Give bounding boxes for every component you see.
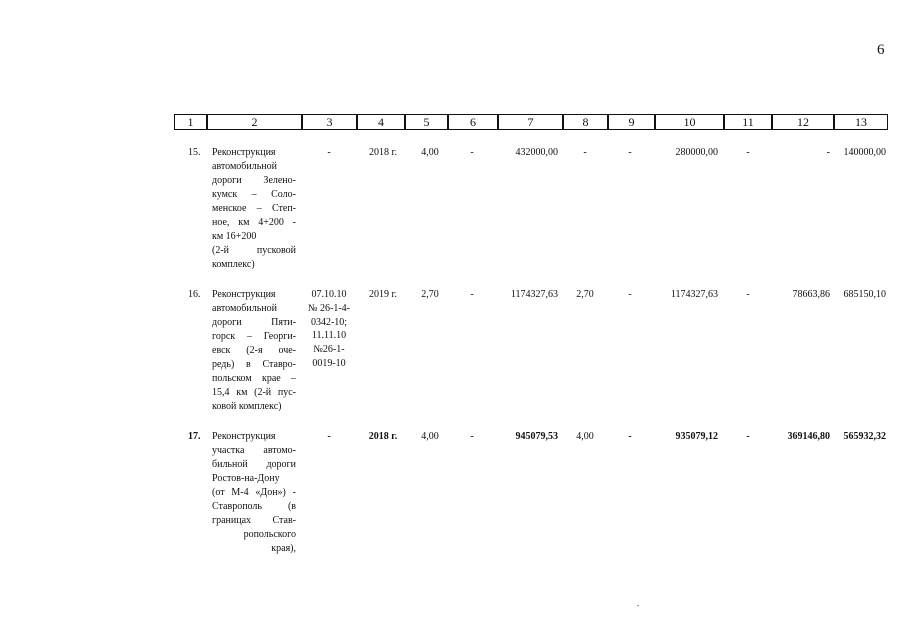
object-name bbox=[212, 146, 296, 272]
name-line: автомобильной bbox=[212, 303, 277, 314]
name-line: ковой комплекс) bbox=[212, 401, 282, 412]
col6-cell: - bbox=[470, 431, 474, 442]
row-number: 17. bbox=[188, 431, 201, 442]
permit-info bbox=[300, 430, 358, 444]
scan-speck bbox=[637, 605, 639, 606]
name-line: горск – Георги- bbox=[212, 331, 296, 342]
cost-cell: 945079,53 bbox=[515, 431, 558, 442]
name-line: дороги Зелено- bbox=[212, 175, 296, 186]
name-line: Ставрополь (в bbox=[212, 501, 296, 512]
row-number: 16. bbox=[188, 289, 201, 300]
object-name bbox=[212, 430, 296, 556]
col12-cell: 78663,86 bbox=[792, 289, 830, 300]
col12-cell: - bbox=[826, 147, 830, 158]
page-number: 6 bbox=[877, 42, 885, 58]
col8-cell: 2,70 bbox=[576, 289, 594, 300]
header-cell-11: 11 bbox=[724, 114, 772, 130]
row-number: 15. bbox=[188, 147, 201, 158]
length-cell: 4,00 bbox=[421, 431, 439, 442]
permit-line: №26-1- bbox=[313, 344, 345, 356]
col9-cell: - bbox=[628, 147, 632, 158]
year-cell: 2018 г. bbox=[368, 431, 398, 442]
year-cell: 2019 г. bbox=[369, 289, 397, 300]
length-cell: 4,00 bbox=[421, 147, 439, 158]
header-cell-3: 3 bbox=[302, 114, 357, 130]
name-line: Реконструкция bbox=[212, 289, 276, 300]
object-name bbox=[212, 288, 296, 414]
year-cell: 2018 г. bbox=[369, 147, 397, 158]
col11-cell: - bbox=[746, 147, 750, 158]
name-line: бильной дороги bbox=[212, 459, 296, 470]
permit-line: 11.11.10 bbox=[311, 330, 347, 342]
col10-cell: 280000,00 bbox=[675, 147, 718, 158]
name-line: евск (2-я оче- bbox=[212, 345, 296, 356]
col13-cell: 140000,00 bbox=[843, 147, 886, 158]
col11-cell: - bbox=[746, 431, 750, 442]
col10-cell: 935079,12 bbox=[675, 431, 718, 442]
header-cell-10: 10 bbox=[655, 114, 724, 130]
name-line: Реконструкция bbox=[212, 431, 276, 442]
col6-cell: - bbox=[470, 147, 474, 158]
name-line: польском крае – bbox=[212, 373, 296, 384]
cost-cell: 432000,00 bbox=[515, 147, 558, 158]
header-cell-9: 9 bbox=[608, 114, 655, 130]
col8-cell: - bbox=[583, 147, 587, 158]
name-line: участка автомо- bbox=[212, 445, 296, 456]
name-line: дороги Пяти- bbox=[212, 317, 296, 328]
header-cell-1: 1 bbox=[174, 114, 207, 130]
col10-cell: 1174327,63 bbox=[670, 289, 718, 300]
length-cell: 2,70 bbox=[421, 289, 439, 300]
header-cell-7: 7 bbox=[498, 114, 563, 130]
name-line: км 16+200 bbox=[212, 231, 257, 242]
name-line: границах Став- bbox=[212, 515, 296, 526]
permit-info bbox=[300, 146, 358, 160]
name-line: редь) в Ставро- bbox=[212, 359, 296, 370]
permit-line: 0342-10; bbox=[310, 316, 348, 328]
name-line: 15,4 км (2-й пус- bbox=[212, 387, 296, 398]
permit-line: - bbox=[327, 431, 331, 442]
name-line: Реконструкция bbox=[212, 147, 276, 158]
header-cell-8: 8 bbox=[563, 114, 608, 130]
name-line: Ростов-на-Дону bbox=[212, 473, 280, 484]
name-line: менское – Степ- bbox=[212, 203, 296, 214]
name-line: автомобильной bbox=[212, 161, 277, 172]
permit-line: 07.10.10 bbox=[311, 289, 347, 300]
permit-line: - bbox=[327, 147, 331, 158]
name-line: комплекс) bbox=[212, 259, 255, 270]
header-cell-4: 4 bbox=[357, 114, 405, 130]
permit-line: 0019-10 bbox=[312, 357, 346, 369]
name-line: края), bbox=[271, 543, 296, 554]
name-line: (2-й пусковой bbox=[212, 245, 296, 256]
permit-info bbox=[300, 288, 358, 371]
name-line: (от М-4 «Дон») - bbox=[212, 487, 296, 498]
col6-cell: - bbox=[470, 289, 474, 300]
header-cell-2: 2 bbox=[207, 114, 302, 130]
col13-cell: 565932,32 bbox=[843, 431, 886, 442]
header-cell-13: 13 bbox=[834, 114, 888, 130]
col9-cell: - bbox=[628, 431, 632, 442]
name-line: ропольского bbox=[243, 529, 296, 540]
col9-cell: - bbox=[628, 289, 632, 300]
header-cell-5: 5 bbox=[405, 114, 448, 130]
header-cell-6: 6 bbox=[448, 114, 498, 130]
col13-cell: 685150,10 bbox=[843, 289, 886, 300]
cost-cell: 1174327,63 bbox=[510, 289, 558, 300]
col11-cell: - bbox=[746, 289, 750, 300]
col12-cell: 369146,80 bbox=[787, 431, 830, 442]
header-cell-12: 12 bbox=[772, 114, 834, 130]
col8-cell: 4,00 bbox=[576, 431, 594, 442]
permit-line: № 26-1-4- bbox=[307, 302, 351, 314]
name-line: кумск – Соло- bbox=[212, 189, 296, 200]
name-line: ное, км 4+200 - bbox=[212, 217, 296, 228]
